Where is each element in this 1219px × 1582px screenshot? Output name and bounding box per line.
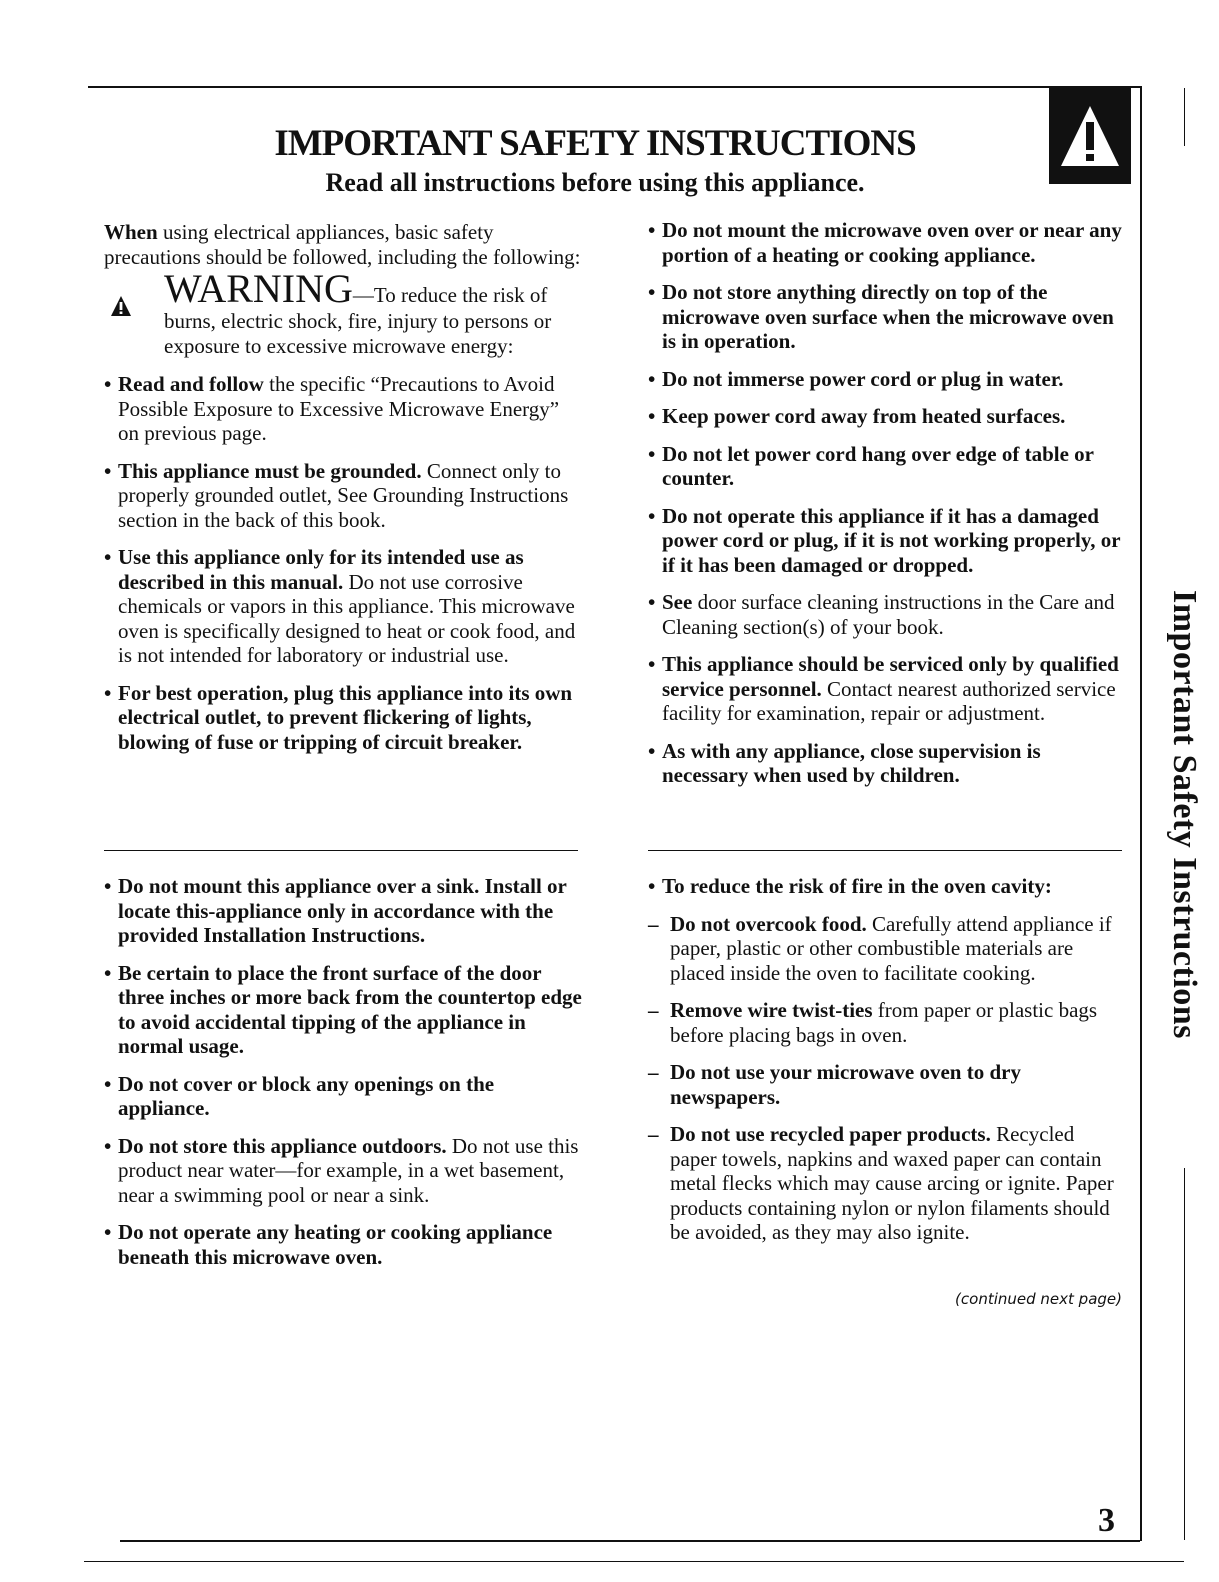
item-bold: Do not mount this appliance over a sink. Install or locate this-appliance only in accordance with the provided Installation Instructions. <box>118 874 567 947</box>
bullet: • <box>648 218 656 242</box>
item-bold: Do not immerse power cord or plug in water. <box>662 366 1064 391</box>
item-bold: Read and follow <box>118 372 264 396</box>
item-text: Do not use this product near water—for example, in a wet basement, near a swimming pool or near a sink. <box>118 1133 579 1207</box>
list-item <box>648 652 1126 726</box>
item-bold: This appliance must be grounded. <box>118 458 422 483</box>
list-item <box>104 874 584 948</box>
footer-rule <box>84 1561 1184 1562</box>
list-item <box>648 504 1126 578</box>
item-bold: Do not store anything directly on top of the microwave oven surface when the microwave oven is in operation. <box>662 280 1114 353</box>
warning-block <box>104 266 584 358</box>
bullet: • <box>104 960 112 985</box>
item-bold: Do not store this appliance outdoors. <box>118 1133 447 1158</box>
item-text: Recycled paper towels, napkins and waxed paper can contain metal flecks which may cause arcing or ignite. Paper products containing nylon or nylon filaments should be avoided, as they may also ignite. <box>670 1122 1114 1244</box>
list-item <box>104 1072 584 1121</box>
item-text: Connect only to properly grounded outlet, See Grounding Instructions section in the back of this book. <box>118 458 569 532</box>
list-item <box>104 1134 584 1208</box>
intro-paragraph <box>104 220 584 269</box>
item-text: the specific “Precautions to Avoid Possible Exposure to Excessive Microwave Energy” on previous page. <box>118 372 560 445</box>
bullet: • <box>104 680 112 705</box>
right-divider <box>648 850 1122 851</box>
list-item <box>104 681 584 755</box>
item-bold: As with any appliance, close supervision is necessary when used by children. <box>662 738 1041 787</box>
warning-text: —To reduce the risk of burns, electric shock, fire, injury to persons or exposure to excessive microwave energy: <box>164 283 552 358</box>
item-bold: For best operation, plug this appliance into its own electrical outlet, to prevent flickering of lights, blowing of fuse or tripping of circuit breaker. <box>118 680 573 754</box>
dash: – <box>648 911 659 936</box>
item-bold: Do not use recycled paper products. <box>670 1122 991 1146</box>
list-item <box>648 998 1126 1047</box>
continued-note: (continued next page) <box>955 1290 1122 1308</box>
item-bold: Do not overcook food. <box>670 911 867 936</box>
list-item <box>104 545 584 668</box>
warning-badge <box>1049 88 1131 184</box>
item-bold: Do not operate this appliance if it has a damaged power cord or plug, if it is not working properly, or if it has been damaged or dropped. <box>662 503 1121 577</box>
list-item <box>648 1122 1126 1245</box>
list-item <box>648 442 1126 491</box>
list-item <box>104 961 584 1059</box>
warning-small-icon <box>110 295 132 317</box>
list-item <box>104 1220 584 1269</box>
bullet: • <box>648 441 656 466</box>
list-item <box>648 218 1126 267</box>
bullet: • <box>648 590 656 614</box>
bullet: • <box>648 404 656 428</box>
bottom-rule <box>120 1540 1140 1542</box>
bullet: • <box>648 652 656 676</box>
bullet: • <box>648 280 656 304</box>
bullet: • <box>104 458 112 483</box>
page-title: IMPORTANT SAFETY INSTRUCTIONS <box>274 123 916 164</box>
item-bold: Be certain to place the front surface of the door three inches or more back from the countertop edge to avoid accidental tipping of the appliance in normal usage. <box>118 960 582 1058</box>
list-item <box>648 1060 1126 1109</box>
item-text: from paper or plastic bags before placing bags in oven. <box>670 998 1098 1047</box>
dash: – <box>648 1060 659 1084</box>
item-text: Do not use corrosive chemicals or vapors in this appliance. This microwave oven is specifically designed to heat or cook food, and is not intended for laboratory or industrial use. <box>118 569 576 667</box>
tab-rule-top <box>1184 88 1185 146</box>
list-item <box>648 367 1126 392</box>
bullet: • <box>648 366 656 391</box>
fire-risk-lead <box>648 874 1126 899</box>
left-column-top <box>104 220 584 767</box>
bullet: • <box>104 1133 112 1158</box>
left-divider <box>104 850 578 851</box>
list-item <box>648 912 1126 986</box>
bullet: • <box>648 503 656 528</box>
bullet: • <box>104 545 112 569</box>
bullet: • <box>104 1220 112 1244</box>
tab-rule-bottom <box>1184 1168 1185 1540</box>
right-column-bottom <box>648 874 1126 1258</box>
list-item <box>104 372 584 446</box>
page-subtitle: Read all instructions before using this appliance. <box>325 168 865 197</box>
left-column-bottom <box>104 874 584 1282</box>
bullet: • <box>648 738 656 763</box>
list-item <box>648 590 1126 639</box>
item-bold: Do not use your microwave oven to dry newspapers. <box>670 1060 1021 1109</box>
item-bold: Do not mount the microwave oven over or near any portion of a heating or cooking appliance. <box>662 218 1122 267</box>
bullet: • <box>104 874 112 898</box>
item-text: door surface cleaning instructions in the Care and Cleaning section(s) of your book. <box>662 590 1115 639</box>
warning-triangle-icon <box>1049 88 1131 184</box>
list-item <box>104 459 584 533</box>
item-bold: Do not cover or block any openings on the appliance. <box>118 1071 495 1120</box>
side-tab <box>1133 590 1213 1039</box>
item-text: Carefully attend appliance if paper, plastic or other combustible materials are placed inside the oven to facilitate cooking. <box>670 911 1112 985</box>
top-rule <box>88 86 1140 88</box>
list-item <box>648 404 1126 429</box>
item-bold: Do not let power cord hang over edge of table or counter. <box>662 441 1094 490</box>
item-text: Contact nearest authorized service facility for examination, repair or adjustment. <box>662 676 1116 725</box>
item-bold: To reduce the risk of fire in the oven cavity: <box>662 874 1052 898</box>
bullet: • <box>104 372 112 396</box>
intro-lead: When <box>104 220 158 244</box>
bullet: • <box>104 1071 112 1096</box>
item-bold: Do not operate any heating or cooking appliance beneath this microwave oven. <box>118 1220 553 1269</box>
bullet: • <box>648 874 656 898</box>
item-bold: Remove wire twist-ties <box>670 998 873 1022</box>
page-number: 3 <box>1098 1502 1115 1539</box>
item-bold: This appliance should be serviced only by qualified service personnel. <box>662 652 1119 701</box>
right-column-top <box>648 218 1126 801</box>
side-tab-label: Important Safety Instructions <box>1166 590 1203 1039</box>
list-item <box>648 280 1126 354</box>
item-bold: Use this appliance only for its intended use as described in this manual. <box>118 545 524 594</box>
item-bold: See <box>662 590 693 614</box>
intro-text: using electrical appliances, basic safety precautions should be followed, including the following: <box>104 220 581 269</box>
list-item <box>648 739 1126 788</box>
item-bold: Keep power cord away from heated surfaces. <box>662 404 1066 428</box>
dash: – <box>648 998 659 1022</box>
warning-word: WARNING <box>164 266 353 311</box>
dash: – <box>648 1122 659 1146</box>
